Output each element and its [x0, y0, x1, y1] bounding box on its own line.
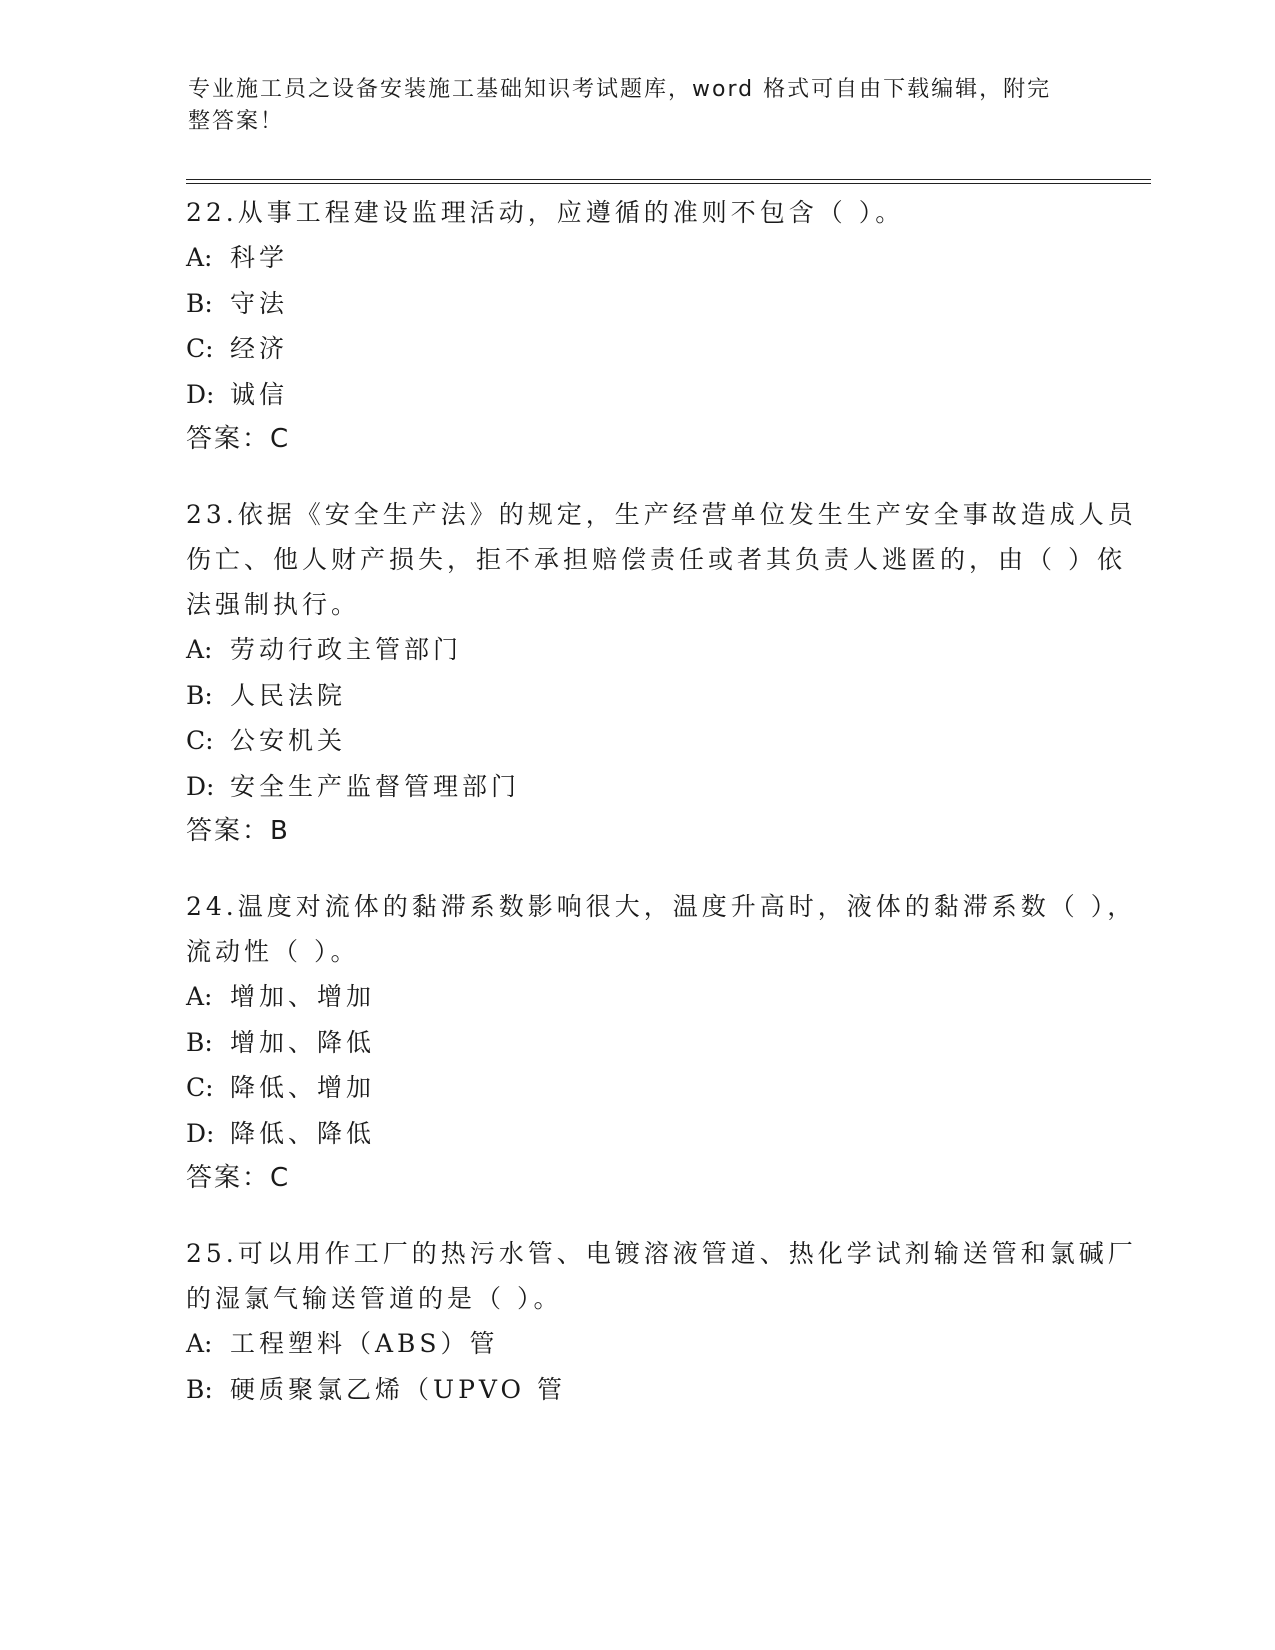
option-text: 守法 [230, 288, 289, 318]
option-label: A: [186, 243, 213, 272]
option-label: D: [186, 1118, 215, 1148]
option-a [186, 627, 1146, 673]
option-b [186, 673, 1146, 719]
option-text: 科学 [230, 243, 289, 272]
question-text: 24.温度对流体的黏滞系数影响很大，温度升高时，液体的黏滞系数（ ），流动性（ ）。 [186, 892, 1137, 966]
option-label: C: [186, 726, 214, 755]
question-list [186, 190, 1146, 1442]
option-text: 硬质聚氯乙烯（UPVO 管 [230, 1374, 566, 1404]
option-text: 降低、增加 [230, 1073, 376, 1102]
header-divider-top [186, 179, 1151, 180]
option-b [186, 1020, 1146, 1066]
option-label: A: [186, 982, 213, 1011]
option-text: 诚信 [230, 379, 289, 409]
header-divider-bottom [186, 183, 1151, 184]
option-label: C: [186, 1073, 214, 1102]
document-header: 专业施工员之设备安装施工基础知识考试题库，word 格式可自由下载编辑，附完整答案！ [188, 77, 1052, 134]
option-text: 人民法院 [230, 680, 347, 710]
question-24 [186, 884, 1146, 1201]
question-text: 23.依据《安全生产法》的规定，生产经营单位发生生产安全事故造成人员伤亡、他人财产损失，拒不承担赔偿责任或者其负责人逃匿的，由（ ）依法强制执行。 [186, 500, 1137, 619]
option-text: 降低、降低 [230, 1118, 376, 1148]
option-label: B: [186, 680, 213, 710]
option-text: 经济 [230, 334, 289, 363]
option-label: D: [186, 771, 215, 801]
question-23 [186, 492, 1146, 854]
option-label: A: [186, 635, 213, 664]
option-d [186, 764, 1146, 810]
option-label: A: [186, 1329, 213, 1358]
option-b [186, 281, 1146, 327]
answer-line: 答案：C [186, 424, 291, 454]
answer-line: 答案：C [186, 1163, 291, 1193]
option-text: 劳动行政主管部门 [230, 635, 463, 664]
option-label: D: [186, 379, 215, 409]
option-c [186, 326, 1146, 372]
option-b [186, 1367, 1146, 1413]
option-label: B: [186, 288, 213, 318]
question-22 [186, 190, 1146, 462]
option-label: C: [186, 334, 214, 363]
option-text: 工程塑料（ABS）管 [230, 1329, 499, 1358]
option-label: B: [186, 1374, 213, 1404]
option-text: 安全生产监督管理部门 [230, 771, 521, 801]
option-text: 公安机关 [230, 726, 347, 755]
option-d [186, 1111, 1146, 1157]
option-a [186, 235, 1146, 281]
question-25 [186, 1231, 1146, 1412]
option-c [186, 718, 1146, 764]
option-label: B: [186, 1027, 213, 1057]
answer-line: 答案：B [186, 816, 290, 846]
question-text: 22.从事工程建设监理活动，应遵循的准则不包含（ ）。 [186, 198, 905, 227]
option-a [186, 1321, 1146, 1367]
option-text: 增加、降低 [230, 1027, 376, 1057]
option-a [186, 974, 1146, 1020]
option-text: 增加、增加 [230, 982, 376, 1011]
option-d [186, 372, 1146, 418]
question-text: 25.可以用作工厂的热污水管、电镀溶液管道、热化学试剂输送管和氯碱厂的湿氯气输送管道的是（ ）。 [186, 1239, 1137, 1313]
option-c [186, 1065, 1146, 1111]
